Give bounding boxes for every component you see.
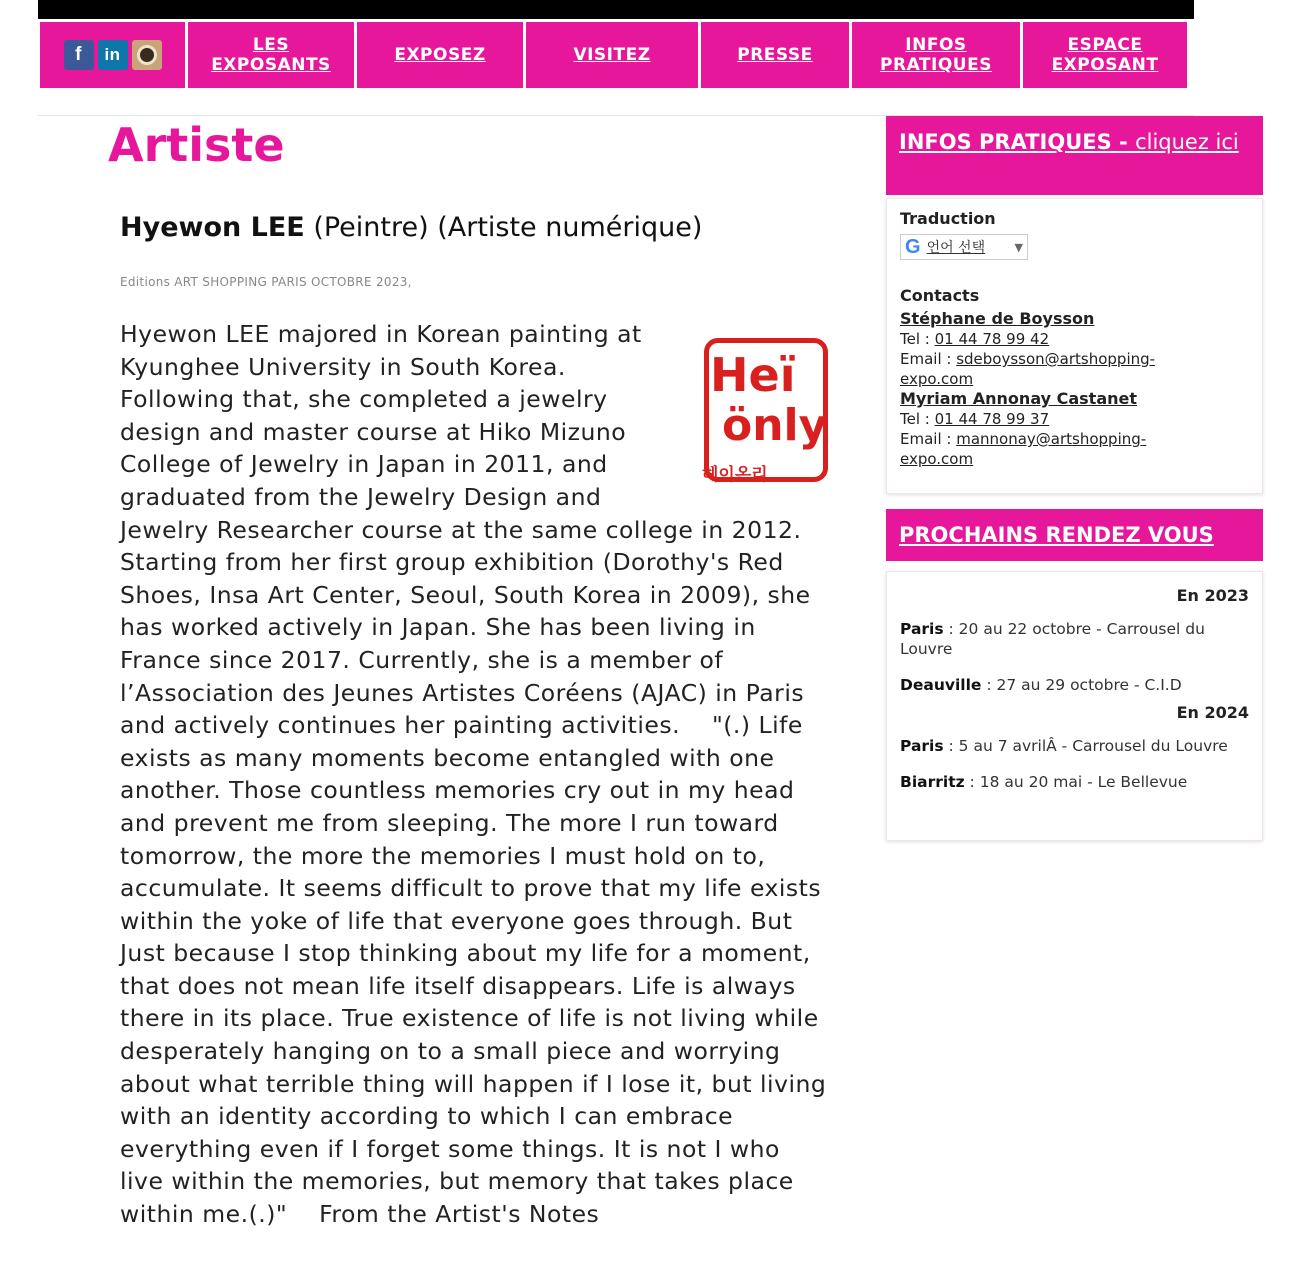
bio-line: College of Jewelry in Japan in 2011, and	[120, 450, 608, 479]
contact-email-cont	[900, 369, 1249, 389]
email-link-cont[interactable]: expo.com	[900, 450, 974, 468]
event-details: : 5 au 7 avrilÂ - Carrousel du Louvre	[943, 737, 1228, 755]
contact-tel	[900, 409, 1249, 429]
contact-name: Stéphane de Boysson	[900, 309, 1095, 328]
infos-head-light: cliquez ici	[1135, 130, 1239, 154]
nav-espace-exposant[interactable]: ESPACE EXPOSANT	[1023, 22, 1187, 88]
nav-les-exposants[interactable]: LES EXPOSANTS	[188, 22, 354, 88]
tel-link[interactable]: 01 44 78 99 42	[934, 330, 1050, 348]
artist-biography	[120, 318, 855, 1231]
language-select[interactable]	[900, 234, 1028, 260]
event-details: : 20 au 22 octobre - Carrousel du Louvre	[900, 620, 1205, 658]
event-city: Deauville	[900, 676, 982, 694]
page-title: Artiste	[108, 118, 285, 172]
contact-email	[900, 429, 1249, 449]
event-item	[900, 675, 1249, 695]
email-label: Email :	[900, 350, 957, 368]
event-item	[900, 772, 1249, 792]
linkedin-icon[interactable]: in	[98, 40, 128, 70]
tel-label: Tel :	[900, 330, 935, 348]
bio-line: everything even if I forget some things. It is not I who	[120, 1134, 780, 1163]
bio-line: Jewelry Researcher course at the same college in 2012.	[120, 515, 802, 544]
edition-label: Editions ART SHOPPING PARIS OCTOBRE 2023,	[120, 275, 412, 289]
event-city: Biarritz	[900, 773, 965, 791]
infos-pratiques-link[interactable]	[886, 116, 1263, 195]
year-heading: En 2023	[1176, 586, 1249, 605]
logo-korean-text: 헤이온리	[702, 465, 768, 485]
event-city: Paris	[900, 620, 944, 638]
contact-name: Myriam Annonay Castanet	[900, 389, 1138, 408]
bio-line: Following that, she completed a jewelry	[120, 385, 608, 414]
bio-line: with an identity according to which I can embrace	[120, 1102, 734, 1131]
year-heading: En 2024	[1176, 703, 1249, 722]
email-link-cont[interactable]: expo.com	[900, 370, 974, 388]
email-link[interactable]: sdeboysson@artshopping-	[956, 350, 1156, 368]
facebook-icon[interactable]: f	[64, 40, 94, 70]
bio-line: Hyewon LEE majored in Korean painting at	[120, 320, 642, 348]
prochains-rendez-vous-link[interactable]: PROCHAINS RENDEZ VOUS	[886, 509, 1263, 561]
google-icon: G	[905, 235, 921, 258]
bio-line: within me.(.)" From the Artist's Notes	[120, 1200, 600, 1229]
instagram-icon[interactable]	[132, 40, 162, 70]
bio-line: that does not mean life itself disappears. Life is always	[120, 971, 796, 1000]
bio-line: tomorrow, the more the memories I must hold on to,	[120, 841, 766, 870]
bio-line: and actively continues her painting activities. "(.) Life	[120, 711, 803, 740]
bio-line: Shoes, Insa Art Center, Seoul, South Korea in 2009), she	[120, 580, 811, 609]
event-item	[900, 619, 1249, 659]
bio-line: has worked actively in Japan. She has been living in	[120, 613, 756, 642]
bio-line: within the yoke of life that everyone goes through. But	[120, 906, 793, 935]
contacts-panel	[886, 198, 1263, 494]
bio-line: France since 2017. Currently, she is a member of	[120, 645, 724, 674]
nav-presse[interactable]: PRESSE	[701, 22, 849, 88]
bio-line: live within the memories, but memory that takes place	[120, 1167, 794, 1196]
bio-line: Kyunghee University in South Korea.	[120, 352, 566, 381]
bio-line: exists as many moments become entangled with one	[120, 743, 775, 772]
event-details: : 27 au 29 octobre - C.I.D	[981, 676, 1182, 694]
bio-line: another. Those countless memories cry out in my head	[120, 776, 795, 805]
main-navigation	[38, 19, 1194, 116]
bio-line: l’Association des Jeunes Artistes Coréens (AJAC) in Paris	[120, 678, 805, 707]
email-label: Email :	[900, 430, 957, 448]
social-links	[40, 22, 185, 88]
top-black-bar	[38, 0, 1194, 19]
bio-line: Just because I stop thinking about my life for a moment,	[120, 939, 811, 968]
bio-line: and prevent me from sleeping. The more I run toward	[120, 808, 779, 837]
nav-infos-pratiques[interactable]: INFOS PRATIQUES	[852, 22, 1020, 88]
email-link[interactable]: mannonay@artshopping-	[956, 430, 1147, 448]
logo-text-hei: Heï	[710, 348, 796, 402]
nav-exposez[interactable]: EXPOSEZ	[357, 22, 523, 88]
contacts-label: Contacts	[900, 286, 980, 305]
nav-bar	[40, 22, 1187, 88]
tel-label: Tel :	[900, 410, 935, 428]
contact-tel	[900, 329, 1249, 349]
event-details: : 18 au 20 mai - Le Bellevue	[964, 773, 1188, 791]
logo-text-only: önly	[722, 400, 828, 451]
contact-email	[900, 349, 1249, 369]
nav-visitez[interactable]: VISITEZ	[526, 22, 698, 88]
artist-roles: (Peintre) (Artiste numérique)	[313, 212, 703, 243]
bio-line: design and master course at Hiko Mizuno	[120, 417, 627, 446]
dropdown-arrow-icon: ▼	[1014, 240, 1023, 254]
language-select-value: 언어 선택	[926, 240, 986, 256]
infos-head-bold: INFOS PRATIQUES -	[899, 130, 1136, 154]
artist-heading	[120, 212, 702, 243]
artist-name: Hyewon LEE	[120, 212, 305, 243]
bio-line: Starting from her first group exhibition (Dorothy's Red	[120, 548, 784, 577]
event-city: Paris	[900, 737, 944, 755]
bio-line: about what terrible thing will happen if I lose it, but living	[120, 1069, 827, 1098]
translation-label: Traduction	[900, 209, 996, 228]
bio-line: accumulate. It seems difficult to prove that my life exists	[120, 874, 822, 903]
bio-line: there in its place. True existence of life is not living while	[120, 1004, 819, 1033]
bio-line: graduated from the Jewelry Design and	[120, 482, 602, 511]
tel-link[interactable]: 01 44 78 99 37	[934, 410, 1050, 428]
contact-email-cont	[900, 449, 1249, 469]
bio-line: desperately hanging on to a small piece and worrying	[120, 1037, 781, 1066]
event-item	[900, 736, 1249, 756]
events-panel	[886, 571, 1263, 841]
